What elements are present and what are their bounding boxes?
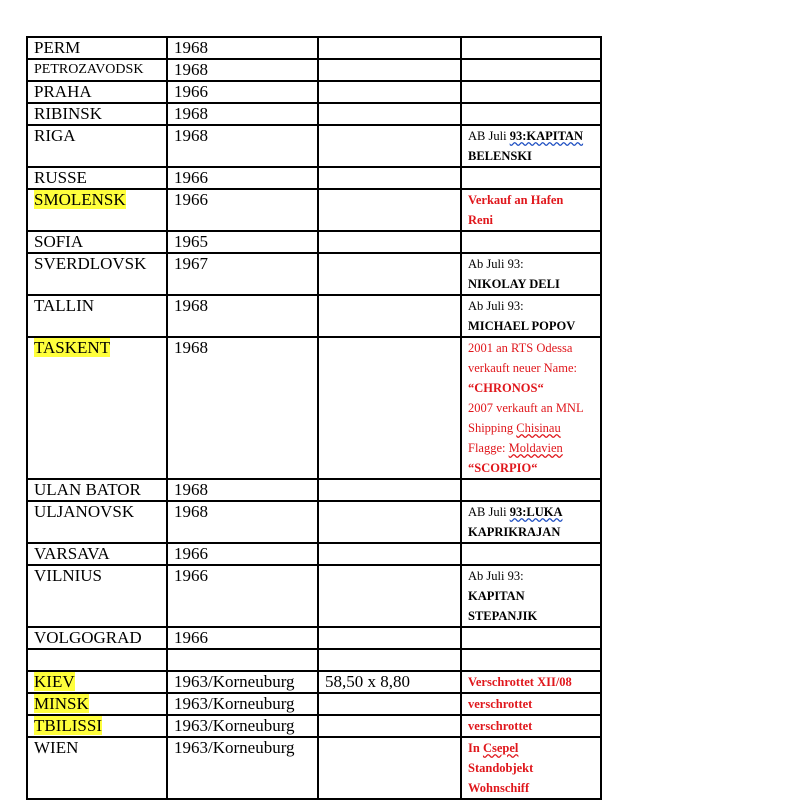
table-row <box>27 59 601 81</box>
ship-dimensions <box>318 543 461 565</box>
highlight-marker: TBILISSI <box>34 716 102 735</box>
ship-note <box>461 59 601 81</box>
table-row <box>27 671 601 693</box>
ship-year: 1966 <box>167 81 318 103</box>
ship-dimensions <box>318 737 461 799</box>
ship-year: 1963/Korneuburg <box>167 693 318 715</box>
table-row <box>27 649 601 671</box>
ship-note: Ab Juli 93: NIKOLAY DELI <box>461 253 601 295</box>
ship-dimensions <box>318 479 461 501</box>
ship-note <box>461 167 601 189</box>
ship-note: Ab Juli 93: KAPITAN STEPANJIK <box>461 565 601 627</box>
ship-note <box>461 543 601 565</box>
ship-note: verschrottet <box>461 715 601 737</box>
ship-note: Ab Juli 93: MICHAEL POPOV <box>461 295 601 337</box>
ship-note <box>461 103 601 125</box>
ship-year: 1968 <box>167 59 318 81</box>
ship-year: 1966 <box>167 543 318 565</box>
ship-name: RIBINSK <box>27 103 167 125</box>
ship-dimensions <box>318 253 461 295</box>
ship-name: SOFIA <box>27 231 167 253</box>
ship-name: ULAN BATOR <box>27 479 167 501</box>
ship-dimensions <box>318 189 461 231</box>
table-row <box>27 295 601 337</box>
ship-note <box>461 37 601 59</box>
table-row <box>27 337 601 479</box>
ship-dimensions <box>318 565 461 627</box>
ship-note <box>461 81 601 103</box>
ship-dimensions <box>318 37 461 59</box>
table-row <box>27 565 601 627</box>
ship-year: 1963/Korneuburg <box>167 737 318 799</box>
ship-note <box>461 649 601 671</box>
ship-dimensions <box>318 501 461 543</box>
highlight-marker: KIEV <box>34 672 75 691</box>
ship-name: SVERDLOVSK <box>27 253 167 295</box>
ship-dimensions <box>318 231 461 253</box>
table-row <box>27 231 601 253</box>
table-row <box>27 479 601 501</box>
table-row <box>27 37 601 59</box>
ship-year <box>167 649 318 671</box>
ship-dimensions <box>318 81 461 103</box>
ship-dimensions <box>318 649 461 671</box>
ship-dimensions <box>318 59 461 81</box>
ship-dimensions <box>318 337 461 479</box>
table-row <box>27 501 601 543</box>
ship-name: WIEN <box>27 737 167 799</box>
ship-year: 1966 <box>167 189 318 231</box>
ship-note: 2001 an RTS Odessa verkauft neuer Name: “CHRONOS“ 2007 verkauft an MNL Shipping Chisinau Flagge: Moldavien “SCORPIO“ <box>461 337 601 479</box>
ship-year: 1966 <box>167 167 318 189</box>
ship-year: 1967 <box>167 253 318 295</box>
ship-name <box>27 671 167 693</box>
ship-year: 1966 <box>167 565 318 627</box>
ship-dimensions <box>318 103 461 125</box>
ship-note: verschrottet <box>461 693 601 715</box>
ship-year: 1968 <box>167 125 318 167</box>
ship-name <box>27 715 167 737</box>
ship-year: 1968 <box>167 103 318 125</box>
ship-note <box>461 479 601 501</box>
ship-year: 1968 <box>167 501 318 543</box>
ship-name: VILNIUS <box>27 565 167 627</box>
ship-name: VOLGOGRAD <box>27 627 167 649</box>
table-row <box>27 125 601 167</box>
ship-year: 1966 <box>167 627 318 649</box>
ship-note <box>461 231 601 253</box>
ship-name: RIGA <box>27 125 167 167</box>
ship-year: 1963/Korneuburg <box>167 715 318 737</box>
ship-dimensions <box>318 295 461 337</box>
ship-note: Verkauf an Hafen Reni <box>461 189 601 231</box>
ship-name: ULJANOVSK <box>27 501 167 543</box>
table-row <box>27 103 601 125</box>
ship-dimensions: 58,50 x 8,80 <box>318 671 461 693</box>
table-row <box>27 693 601 715</box>
ship-note: In Csepel Standobjekt Wohnschiff <box>461 737 601 799</box>
ship-name: PETROZAVODSK <box>27 59 167 81</box>
ship-name <box>27 649 167 671</box>
table-row <box>27 737 601 799</box>
ship-note <box>461 627 601 649</box>
ship-name: PRAHA <box>27 81 167 103</box>
ship-year: 1968 <box>167 479 318 501</box>
highlight-marker: SMOLENSK <box>34 190 126 209</box>
ship-dimensions <box>318 693 461 715</box>
table-row <box>27 715 601 737</box>
highlight-marker: TASKENT <box>34 338 111 357</box>
ship-note: AB Juli 93:LUKA KAPRIKRAJAN <box>461 501 601 543</box>
table-row <box>27 189 601 231</box>
table-row <box>27 167 601 189</box>
ship-year: 1968 <box>167 37 318 59</box>
ship-name: RUSSE <box>27 167 167 189</box>
table-row <box>27 627 601 649</box>
table-row <box>27 253 601 295</box>
ship-dimensions <box>318 125 461 167</box>
ship-note: AB Juli 93:KAPITAN BELENSKI <box>461 125 601 167</box>
ship-name: PERM <box>27 37 167 59</box>
ship-year: 1968 <box>167 337 318 479</box>
ship-dimensions <box>318 715 461 737</box>
ship-note: Verschrottet XII/08 <box>461 671 601 693</box>
ship-name: VARSAVA <box>27 543 167 565</box>
highlight-marker: MINSK <box>34 694 89 713</box>
ship-name: TALLIN <box>27 295 167 337</box>
table-row <box>27 81 601 103</box>
ship-year: 1968 <box>167 295 318 337</box>
ship-year: 1965 <box>167 231 318 253</box>
ship-table <box>26 36 602 800</box>
ship-dimensions <box>318 627 461 649</box>
ship-name <box>27 337 167 479</box>
table-row <box>27 543 601 565</box>
ship-name <box>27 693 167 715</box>
ship-name <box>27 189 167 231</box>
ship-year: 1963/Korneuburg <box>167 671 318 693</box>
ship-dimensions <box>318 167 461 189</box>
